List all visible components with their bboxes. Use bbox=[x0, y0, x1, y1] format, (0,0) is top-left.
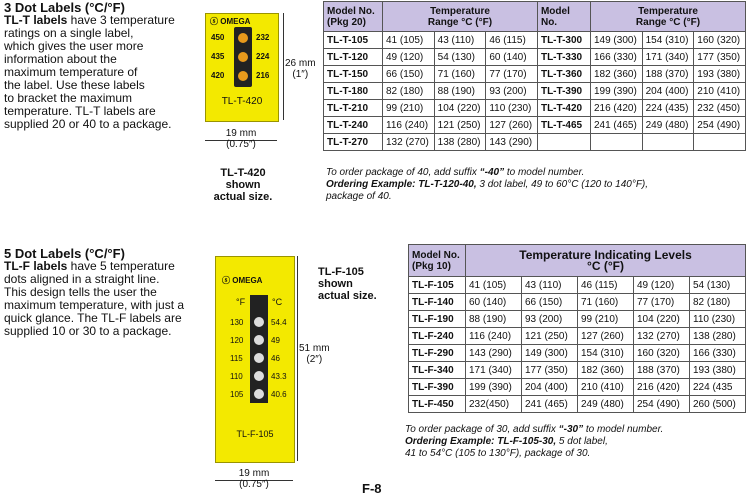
value-cell: 182 (360) bbox=[590, 66, 642, 83]
value-cell: 60 (140) bbox=[466, 294, 522, 311]
height-dim-line bbox=[297, 256, 298, 461]
model-cell: TL-T-420 bbox=[537, 100, 590, 117]
value-cell: 99 (210) bbox=[383, 100, 435, 117]
model-cell: TL-T-360 bbox=[537, 66, 590, 83]
desc-line: information about the bbox=[4, 52, 117, 66]
value-cell: 171 (340) bbox=[642, 49, 694, 66]
value-cell: 249 (480) bbox=[642, 117, 694, 134]
value-cell: 93 (200) bbox=[522, 311, 578, 328]
temperature-dot bbox=[254, 353, 264, 363]
section-title-3dot: 3 Dot Labels (°C/°F) bbox=[4, 0, 125, 15]
value-cell: 66 (150) bbox=[522, 294, 578, 311]
table-row bbox=[324, 134, 746, 151]
value-cell: 160 (320) bbox=[634, 345, 690, 362]
dot-label-f: 435 bbox=[211, 52, 225, 61]
desc-line: supplied 20 or 40 to a package. bbox=[4, 117, 172, 131]
order-note: To order package of 30, add suffix “-30” to model number. Ordering Example: TL-F-105-30, 5 dot label, 41 to 54°C (105 to 130°F), package of 30. bbox=[405, 424, 664, 459]
value-cell: 143 (290) bbox=[466, 345, 522, 362]
table-row bbox=[409, 379, 746, 396]
dot-label-f: 420 bbox=[211, 71, 225, 80]
value-cell: 99 (210) bbox=[578, 311, 634, 328]
value-cell: 77 (170) bbox=[634, 294, 690, 311]
table-row bbox=[324, 66, 746, 83]
value-cell bbox=[590, 134, 642, 151]
value-cell: 204 (400) bbox=[522, 379, 578, 396]
label-brand: ⓢ OMEGA bbox=[210, 17, 251, 26]
dot-label-c: 40.6 bbox=[271, 390, 287, 399]
value-cell: 260 (500) bbox=[690, 396, 746, 413]
section-desc-5dot bbox=[4, 260, 209, 338]
height-dim-line bbox=[283, 13, 284, 120]
col-header-model: Model No. (Pkg 20) bbox=[324, 2, 383, 32]
value-cell: 46 (115) bbox=[578, 277, 634, 294]
temperature-dot bbox=[254, 389, 264, 399]
tl-t-420-label bbox=[205, 13, 279, 122]
desc-bold: TL-F labels bbox=[4, 259, 68, 273]
image-caption: TL-F-105 shown actual size. bbox=[318, 266, 377, 302]
page-number: F-8 bbox=[362, 481, 382, 496]
dot-strip bbox=[234, 27, 252, 87]
dot-label-c: 43.3 bbox=[271, 372, 287, 381]
dot-label-f: 120 bbox=[230, 336, 244, 345]
value-cell: 177 (350) bbox=[694, 49, 746, 66]
label-model: TL-T-420 bbox=[221, 96, 263, 107]
dot-label-c: 216 bbox=[256, 71, 270, 80]
desc-line: have 5 temperature bbox=[67, 259, 175, 273]
value-cell: 121 (250) bbox=[522, 328, 578, 345]
desc-line: dots aligned in a straight line. bbox=[4, 272, 160, 286]
dot-label-f: 105 bbox=[230, 390, 244, 399]
value-cell: 216 (420) bbox=[590, 100, 642, 117]
model-cell: TL-T-210 bbox=[324, 100, 383, 117]
order-note: To order package of 40, add suffix “-40” to model number. Ordering Example: TL-T-120-40, 3 dot label, 49 to 60°C (120 to 140°F), package of 40. bbox=[326, 167, 649, 202]
model-cell: TL-F-290 bbox=[409, 345, 466, 362]
value-cell: 49 (120) bbox=[383, 49, 435, 66]
value-cell: 188 (370) bbox=[634, 362, 690, 379]
value-cell: 127 (260) bbox=[486, 117, 538, 134]
model-cell: TL-F-450 bbox=[409, 396, 466, 413]
model-cell: TL-F-190 bbox=[409, 311, 466, 328]
image-caption: TL-T-420 shown actual size. bbox=[213, 167, 273, 203]
dot-label-f: 115 bbox=[230, 354, 243, 363]
value-cell: 199 (390) bbox=[466, 379, 522, 396]
model-cell: TL-T-300 bbox=[537, 32, 590, 49]
model-cell: TL-T-390 bbox=[537, 83, 590, 100]
table-row bbox=[409, 294, 746, 311]
value-cell: 216 (420) bbox=[634, 379, 690, 396]
value-cell: 188 (370) bbox=[642, 66, 694, 83]
dot-label-f: 450 bbox=[211, 33, 225, 42]
value-cell: 138 (280) bbox=[690, 328, 746, 345]
value-cell: 193 (380) bbox=[694, 66, 746, 83]
height-dimension: 51 mm (2″) bbox=[299, 343, 330, 365]
section-desc-3dot bbox=[4, 14, 199, 131]
value-cell: 121 (250) bbox=[434, 117, 486, 134]
col-header-model: Model No. bbox=[537, 2, 590, 32]
table-row bbox=[409, 345, 746, 362]
value-cell: 254 (490) bbox=[634, 396, 690, 413]
desc-line: supplied 10 or 30 to a package. bbox=[4, 324, 172, 338]
table-row bbox=[409, 277, 746, 294]
value-cell: 249 (480) bbox=[578, 396, 634, 413]
value-cell: 77 (170) bbox=[486, 66, 538, 83]
label-unit-f: °F bbox=[236, 297, 246, 307]
value-cell: 116 (240) bbox=[466, 328, 522, 345]
value-cell: 224 (435 bbox=[690, 379, 746, 396]
col-header-range: Temperature Range °C (°F) bbox=[383, 2, 538, 32]
tl-f-105-label bbox=[215, 256, 295, 463]
value-cell: 241 (465) bbox=[522, 396, 578, 413]
temperature-dot bbox=[238, 52, 248, 62]
label-brand: ⓢ OMEGA bbox=[222, 276, 263, 285]
col-header-levels: Temperature Indicating Levels °C (°F) bbox=[466, 245, 746, 277]
value-cell: 210 (410) bbox=[694, 83, 746, 100]
desc-line: quick glance. The TL-F labels are bbox=[4, 311, 182, 325]
value-cell: 210 (410) bbox=[578, 379, 634, 396]
table-row bbox=[324, 32, 746, 49]
dot-strip bbox=[250, 295, 268, 403]
value-cell: 66 (150) bbox=[383, 66, 435, 83]
value-cell: 54 (130) bbox=[690, 277, 746, 294]
value-cell: 232 (450) bbox=[694, 100, 746, 117]
model-cell: TL-F-240 bbox=[409, 328, 466, 345]
value-cell: 127 (260) bbox=[578, 328, 634, 345]
table-row bbox=[324, 83, 746, 100]
temperature-dot bbox=[254, 371, 264, 381]
desc-line: have 3 temperature bbox=[67, 13, 175, 27]
desc-bold: TL-T labels bbox=[4, 13, 68, 27]
value-cell: 143 (290) bbox=[486, 134, 538, 151]
model-cell: TL-T-465 bbox=[537, 117, 590, 134]
value-cell: 49 (120) bbox=[634, 277, 690, 294]
desc-line: the label. Use these labels bbox=[4, 78, 145, 92]
tl-f-table bbox=[408, 244, 746, 413]
value-cell: 166 (330) bbox=[590, 49, 642, 66]
value-cell: 254 (490) bbox=[694, 117, 746, 134]
dot-label-c: 232 bbox=[256, 33, 270, 42]
value-cell: 41 (105) bbox=[383, 32, 435, 49]
table-row bbox=[324, 49, 746, 66]
value-cell: 149 (300) bbox=[522, 345, 578, 362]
table-row bbox=[324, 100, 746, 117]
desc-line: which gives the user more bbox=[4, 39, 144, 53]
value-cell: 232(450) bbox=[466, 396, 522, 413]
model-cell: TL-T-330 bbox=[537, 49, 590, 66]
width-dimension: 19 mm (0.75″) bbox=[225, 128, 257, 150]
table-row bbox=[409, 311, 746, 328]
value-cell: 71 (160) bbox=[578, 294, 634, 311]
model-cell: TL-F-390 bbox=[409, 379, 466, 396]
model-cell: TL-T-105 bbox=[324, 32, 383, 49]
model-cell: TL-T-240 bbox=[324, 117, 383, 134]
value-cell: 104 (220) bbox=[634, 311, 690, 328]
value-cell: 154 (310) bbox=[578, 345, 634, 362]
value-cell: 43 (110) bbox=[522, 277, 578, 294]
value-cell: 193 (380) bbox=[690, 362, 746, 379]
label-model: TL-F-105 bbox=[236, 429, 274, 439]
dot-label-c: 49 bbox=[271, 336, 280, 345]
value-cell: 41 (105) bbox=[466, 277, 522, 294]
col-header-range: Temperature Range °C (°F) bbox=[590, 2, 745, 32]
width-dimension: 19 mm (0.75″) bbox=[238, 468, 270, 490]
table-row bbox=[409, 328, 746, 345]
model-cell: TL-T-180 bbox=[324, 83, 383, 100]
value-cell: 116 (240) bbox=[383, 117, 435, 134]
model-cell bbox=[537, 134, 590, 151]
value-cell: 46 (115) bbox=[486, 32, 538, 49]
value-cell: 204 (400) bbox=[642, 83, 694, 100]
model-cell: TL-F-140 bbox=[409, 294, 466, 311]
value-cell: 149 (300) bbox=[590, 32, 642, 49]
desc-line: ratings on a single label, bbox=[4, 26, 134, 40]
value-cell: 60 (140) bbox=[486, 49, 538, 66]
value-cell: 154 (310) bbox=[642, 32, 694, 49]
model-cell: TL-T-270 bbox=[324, 134, 383, 151]
value-cell: 110 (230) bbox=[486, 100, 538, 117]
desc-line: This design tells the user the bbox=[4, 285, 157, 299]
desc-line: maximum temperature, with just a bbox=[4, 298, 185, 312]
table-row bbox=[324, 117, 746, 134]
tl-t-table bbox=[323, 1, 746, 151]
section-title-5dot: 5 Dot Labels (°C/°F) bbox=[4, 246, 125, 261]
value-cell: 199 (390) bbox=[590, 83, 642, 100]
value-cell: 224 (435) bbox=[642, 100, 694, 117]
model-cell: TL-F-340 bbox=[409, 362, 466, 379]
desc-line: maximum temperature of bbox=[4, 65, 138, 79]
col-header-model: Model No. (Pkg 10) bbox=[409, 245, 466, 277]
value-cell: 110 (230) bbox=[690, 311, 746, 328]
model-cell: TL-T-150 bbox=[324, 66, 383, 83]
value-cell: 177 (350) bbox=[522, 362, 578, 379]
model-cell: TL-F-105 bbox=[409, 277, 466, 294]
value-cell: 132 (270) bbox=[634, 328, 690, 345]
dot-label-f: 130 bbox=[230, 318, 244, 327]
value-cell: 171 (340) bbox=[466, 362, 522, 379]
value-cell: 132 (270) bbox=[383, 134, 435, 151]
model-cell: TL-T-120 bbox=[324, 49, 383, 66]
value-cell: 43 (110) bbox=[434, 32, 486, 49]
label-unit-c: °C bbox=[272, 297, 283, 307]
value-cell: 71 (160) bbox=[434, 66, 486, 83]
dot-label-c: 224 bbox=[256, 52, 270, 61]
height-dimension: 26 mm (1″) bbox=[285, 58, 316, 80]
dot-label-f: 110 bbox=[230, 372, 243, 381]
value-cell: 82 (180) bbox=[383, 83, 435, 100]
value-cell: 104 (220) bbox=[434, 100, 486, 117]
dot-label-c: 54.4 bbox=[271, 318, 287, 327]
value-cell: 160 (320) bbox=[694, 32, 746, 49]
dot-label-c: 46 bbox=[271, 354, 280, 363]
value-cell: 88 (190) bbox=[434, 83, 486, 100]
value-cell: 93 (200) bbox=[486, 83, 538, 100]
value-cell: 82 (180) bbox=[690, 294, 746, 311]
value-cell bbox=[694, 134, 746, 151]
value-cell: 138 (280) bbox=[434, 134, 486, 151]
temperature-dot bbox=[238, 33, 248, 43]
temperature-dot bbox=[254, 317, 264, 327]
value-cell: 241 (465) bbox=[590, 117, 642, 134]
desc-line: temperature. TL-T labels are bbox=[4, 104, 156, 118]
temperature-dot bbox=[238, 71, 248, 81]
table-row bbox=[409, 362, 746, 379]
desc-line: to bracket the maximum bbox=[4, 91, 133, 105]
value-cell: 182 (360) bbox=[578, 362, 634, 379]
table-row bbox=[409, 396, 746, 413]
temperature-dot bbox=[254, 335, 264, 345]
value-cell: 54 (130) bbox=[434, 49, 486, 66]
value-cell: 88 (190) bbox=[466, 311, 522, 328]
value-cell bbox=[642, 134, 694, 151]
value-cell: 166 (330) bbox=[690, 345, 746, 362]
